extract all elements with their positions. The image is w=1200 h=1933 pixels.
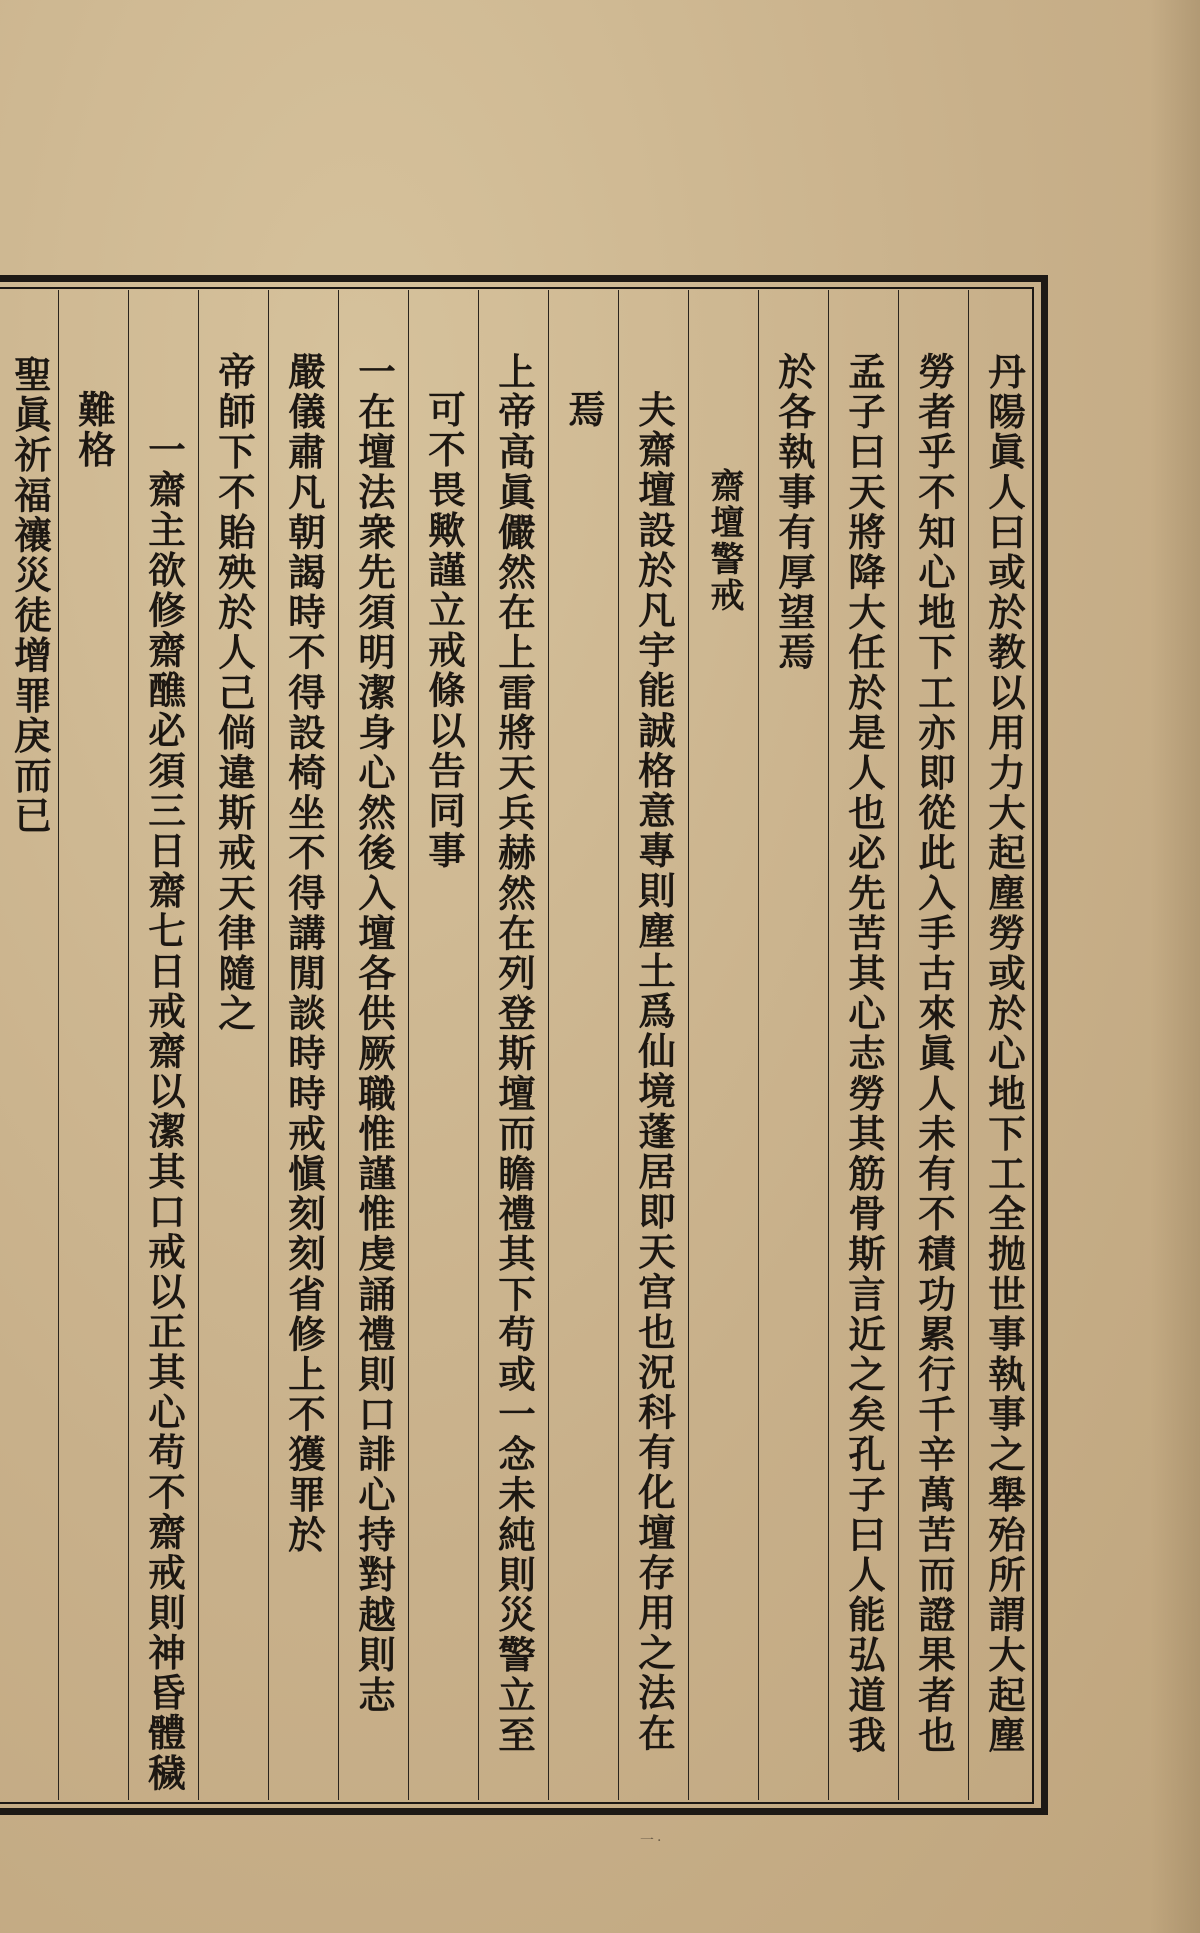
column-text: 一齋主欲修齋醮必須三日齋七日戒齋以潔其口戒以正其心苟不齋戒則神昏體穢 bbox=[142, 430, 186, 1794]
column-text: 於各執事有厚望焉 bbox=[772, 352, 816, 673]
text-column-7 bbox=[548, 290, 618, 1800]
text-column-9 bbox=[408, 290, 478, 1800]
text-column-5 bbox=[688, 290, 758, 1800]
column-text: 勞者乎不知心地下工亦即從此入手古來眞人未有不積功累行千辛萬苦而證果者也 bbox=[912, 352, 956, 1756]
text-column-8 bbox=[478, 290, 548, 1800]
folio-mark: 一· bbox=[640, 1833, 665, 1849]
text-column-4 bbox=[758, 290, 828, 1800]
text-column-6 bbox=[618, 290, 688, 1800]
section-heading: 齋壇警戒 bbox=[704, 468, 744, 615]
column-text: 夫齋壇設於凡宇能誠格意專則塵土爲仙境蓬居即天宫也況科有化壇存用之法在 bbox=[632, 390, 676, 1754]
column-text: 焉 bbox=[562, 390, 606, 431]
text-column-2 bbox=[898, 290, 968, 1800]
column-text: 孟子曰天將降大任於是人也必先苦其心志勞其筋骨斯言近之矣孔子曰人能弘道我 bbox=[842, 352, 886, 1756]
column-text: 丹陽眞人曰或於教以用力大起塵勞或於心地下工全抛世事執事之舉殆所謂大起塵 bbox=[982, 352, 1026, 1756]
column-text: 可不畏歟謹立戒條以告同事 bbox=[422, 390, 466, 872]
text-column-11 bbox=[268, 290, 338, 1800]
text-column-12 bbox=[198, 290, 268, 1800]
outside-margin-text: 聖眞祈福禳災徒增罪戾而已 bbox=[8, 355, 52, 837]
text-column-13 bbox=[128, 290, 198, 1800]
column-text: 一在壇法衆先須明潔身心然後入壇各供厥職惟謹惟虔誦禮則口誹心持對越則志 bbox=[352, 352, 396, 1716]
page-fold-shading bbox=[1150, 0, 1200, 1933]
column-text: 難格 bbox=[72, 390, 116, 471]
text-column-10 bbox=[338, 290, 408, 1800]
text-column-3 bbox=[828, 290, 898, 1800]
text-column-14 bbox=[58, 290, 128, 1800]
text-column-1 bbox=[968, 290, 1038, 1800]
column-text: 上帝高眞儼然在上雷將天兵赫然在列登斯壇而瞻禮其下苟或一念未純則災警立至 bbox=[492, 352, 536, 1756]
column-text: 嚴儀肅凡朝謁時不得設椅坐不得講閒談時時戒愼刻刻省修上不獲罪於 bbox=[282, 352, 326, 1555]
column-text: 帝師下不貽殃於人己倘違斯戒天律隨之 bbox=[212, 352, 256, 1034]
